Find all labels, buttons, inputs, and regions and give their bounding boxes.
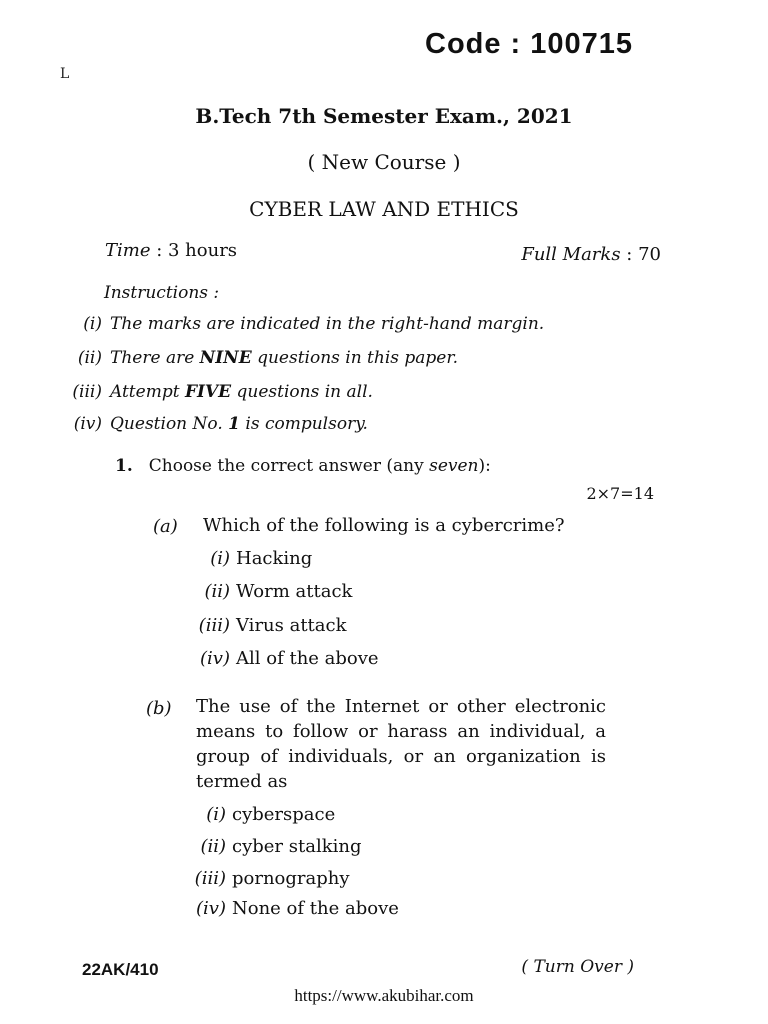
subject-title: CYBER LAW AND ETHICS	[249, 197, 519, 221]
stray-mark: L	[60, 66, 70, 82]
instruction-emphasis: 1	[228, 414, 240, 434]
option-item	[190, 581, 352, 602]
option-number: (i)	[210, 548, 230, 569]
option-text: None of the above	[232, 898, 399, 919]
option-number: (iii)	[198, 615, 230, 636]
footer-paper-code: 22AK/410	[82, 960, 159, 979]
question-1-marks: 2×7=14	[586, 484, 654, 503]
option-text: Hacking	[236, 548, 313, 569]
option-number: (ii)	[204, 581, 230, 602]
instruction-text: is compulsory.	[240, 414, 368, 434]
paper-code: Code : 100715	[425, 28, 634, 60]
option-text: Virus attack	[236, 615, 347, 636]
full-marks	[521, 244, 661, 265]
option-number: (iii)	[194, 868, 226, 889]
instruction-item	[58, 314, 544, 334]
source-url[interactable]: https://www.akubihar.com	[294, 986, 474, 1005]
instruction-number: (iii)	[72, 382, 102, 402]
part-a-question: Which of the following is a cybercrime?	[203, 515, 565, 536]
question-1	[115, 456, 491, 476]
part-a-label: (a)	[153, 516, 178, 537]
time-label: Time	[105, 240, 151, 261]
option-item	[190, 548, 312, 569]
instruction-text: questions in all.	[231, 382, 373, 402]
question-text-emphasis: seven	[429, 456, 479, 476]
option-number: (ii)	[200, 836, 226, 857]
option-text: All of the above	[236, 648, 379, 669]
question-text: Choose the correct answer (any	[148, 456, 430, 476]
instruction-number: (i)	[83, 314, 102, 334]
instruction-emphasis: NINE	[199, 348, 252, 368]
option-text: Worm attack	[236, 581, 353, 602]
option-text: cyber stalking	[232, 836, 362, 857]
marks-label: Full Marks	[521, 244, 621, 265]
instruction-item	[58, 348, 458, 368]
option-item	[190, 615, 347, 636]
question-text: ):	[478, 456, 491, 476]
instruction-number: (ii)	[77, 348, 102, 368]
instruction-item	[58, 414, 368, 434]
instruction-text: The marks are indicated in the right-hand margin.	[110, 314, 545, 334]
option-item	[186, 836, 362, 857]
option-item	[186, 868, 350, 889]
turn-over-label: ( Turn Over )	[521, 957, 634, 977]
time-value: : 3 hours	[156, 240, 238, 261]
option-item	[190, 648, 379, 669]
instructions-heading: Instructions :	[104, 283, 220, 303]
time-allowed	[105, 240, 237, 261]
option-number: (i)	[206, 804, 226, 825]
instruction-text: Question No.	[110, 414, 229, 434]
question-number: 1.	[115, 456, 133, 476]
option-item	[186, 898, 399, 919]
instruction-text: questions in this paper.	[251, 348, 459, 368]
instruction-number: (iv)	[73, 414, 102, 434]
marks-value: : 70	[626, 244, 661, 265]
instruction-text: Attempt	[110, 382, 185, 402]
option-text: pornography	[232, 868, 350, 889]
instruction-text: There are	[110, 348, 200, 368]
option-number: (iv)	[196, 898, 226, 919]
instruction-emphasis: FIVE	[184, 382, 232, 402]
option-item	[186, 804, 335, 825]
option-number: (iv)	[200, 648, 230, 669]
part-b-question: The use of the Internet or other electronic means to follow or harass an individual, a group of individuals, or an organization is termed as	[196, 696, 606, 792]
instruction-item	[58, 382, 373, 402]
part-b-label: (b)	[146, 698, 172, 719]
exam-title: B.Tech 7th Semester Exam., 2021	[195, 104, 573, 128]
course-label: ( New Course )	[307, 150, 461, 174]
option-text: cyberspace	[232, 804, 336, 825]
